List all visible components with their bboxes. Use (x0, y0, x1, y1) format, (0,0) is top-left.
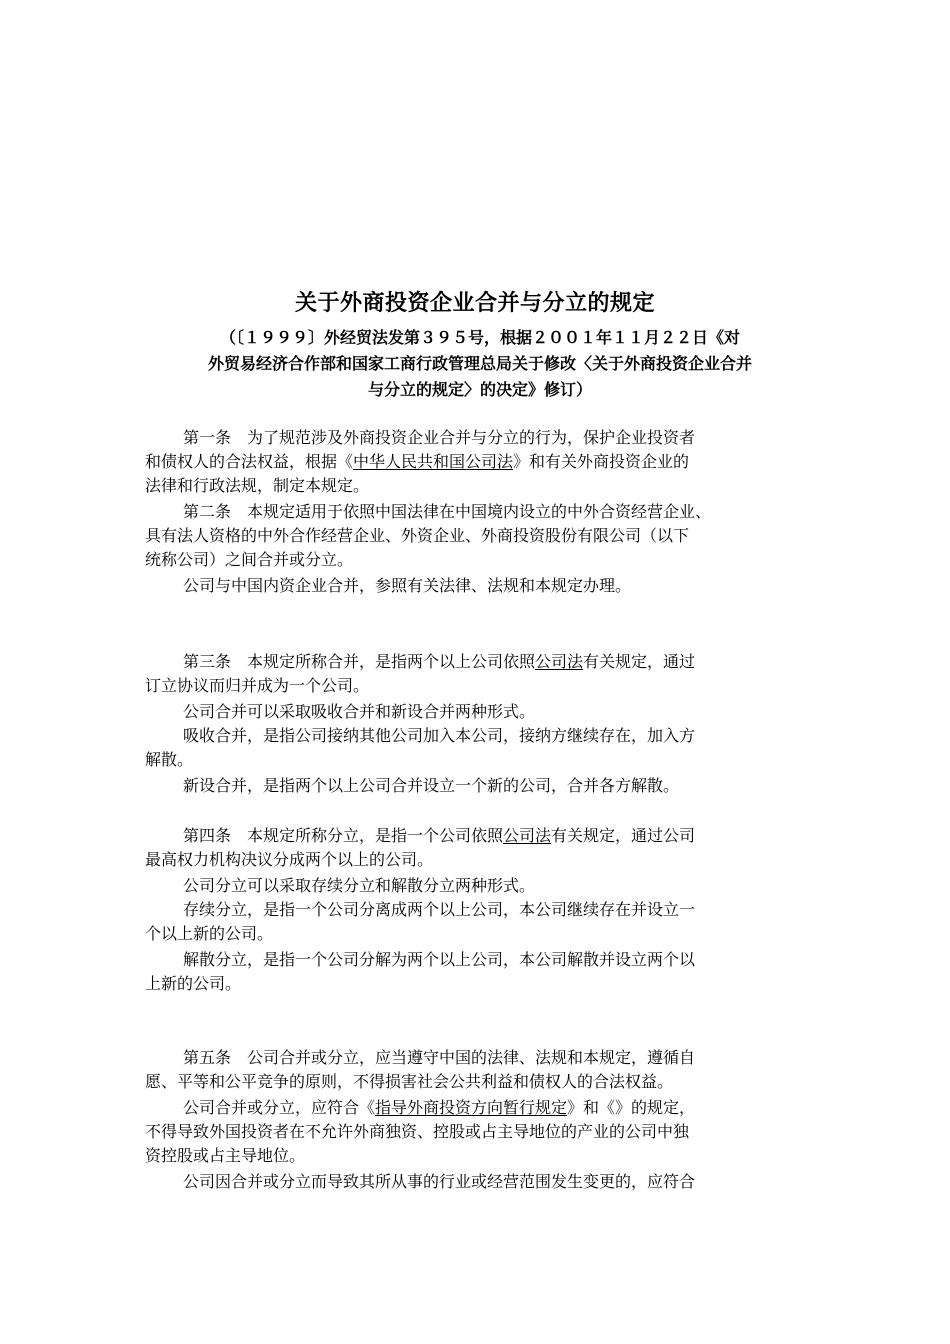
company-law-link[interactable]: 中华人民共和国公司法 (353, 452, 514, 471)
text-span: 上新的公司。 (145, 974, 242, 993)
text-span: 不得导致外国投资者在不允许外商独资、控股或占主导地位的产业的公司中独 (145, 1122, 690, 1141)
text-span: 第一条 为了规范涉及外商投资企业合并与分立的行为，保护企业投资者 (183, 428, 696, 447)
subtitle-line: （〔１９９９〕外经贸法发第３９５号，根据２００１年１１月２２日《对 (219, 328, 740, 347)
text-span: 资控股或占主导地位。 (145, 1146, 306, 1165)
article-3-line (145, 748, 193, 772)
text-span: 愿、平等和公平竞争的原则，不得损害社会公共利益和债权人的合法权益。 (145, 1072, 674, 1091)
text-span: 有关规定，通过公司 (551, 826, 696, 845)
subtitle-line: 外贸易经济合作部和国家工商行政管理总局关于修改〈关于外商投资企业合并 (207, 354, 752, 373)
text-span: 解散。 (145, 750, 194, 769)
article-3-line (183, 724, 695, 748)
article-1-line (145, 450, 689, 474)
text-span: 公司因合并或分立而导致其所从事的行业或经营范围发生变更的，应符合 (183, 1172, 696, 1191)
article-5-line (183, 1096, 695, 1120)
investment-guidance-link[interactable]: 指导外商投资方向暂行规定 (375, 1098, 568, 1117)
text-span: 法律和行政法规，制定本规定。 (145, 476, 370, 495)
text-span: 个以上新的公司。 (145, 924, 274, 943)
text-span: 有关规定，通过 (583, 652, 696, 671)
article-2-line (145, 524, 689, 548)
text-span: 具有法人资格的中外合作经营企业、外资企业、外商投资股份有限公司（以下 (145, 526, 690, 545)
text-span: 公司分立可以采取存续分立和解散分立两种形式。 (183, 876, 536, 895)
text-span: 第五条 公司合并或分立，应当遵守中国的法律、法规和本规定，遵循自 (183, 1048, 696, 1067)
text-span: 公司合并可以采取吸收合并和新设合并两种形式。 (183, 702, 536, 721)
article-4-line (145, 972, 241, 996)
text-span: 解散分立，是指一个公司分解为两个以上公司，本公司解散并设立两个以 (183, 950, 696, 969)
article-4-line (145, 922, 273, 946)
company-law-link[interactable]: 公司法 (535, 652, 584, 671)
text-span: 新设合并，是指两个以上公司合并设立一个新的公司，合并各方解散。 (183, 776, 680, 795)
text-span: 订立协议而归并成为一个公司。 (145, 676, 370, 695)
text-span: 和债权人的合法权益，根据《 (145, 452, 354, 471)
article-2-line (145, 548, 353, 572)
article-5-line (145, 1120, 689, 1144)
article-4-line (145, 848, 433, 872)
article-3-line (183, 774, 679, 798)
text-span: 》和《》的规定， (567, 1098, 696, 1117)
article-5-line (183, 1170, 695, 1194)
article-2-line (183, 574, 631, 598)
text-span: 吸收合并，是指公司接纳其他公司加入本公司，接纳方继续存在，加入方 (183, 726, 696, 745)
article-5-line (145, 1070, 673, 1094)
article-3-line (183, 700, 535, 724)
article-5-line (145, 1144, 305, 1168)
article-1-line (183, 426, 695, 450)
article-4-line (183, 824, 695, 848)
text-span: 最高权力机构决议分成两个以上的公司。 (145, 850, 434, 869)
subtitle-line: 与分立的规定〉的决定》修订） (367, 380, 592, 399)
article-4-line (183, 874, 535, 898)
text-span: 公司合并或分立，应符合《 (183, 1098, 376, 1117)
company-law-link[interactable]: 公司法 (503, 826, 552, 845)
article-4-line (183, 948, 695, 972)
document-title: 关于外商投资企业合并与分立的规定 (294, 291, 655, 316)
text-span: 统称公司）之间合并或分立。 (145, 550, 354, 569)
article-3-line (183, 650, 695, 674)
text-span: 》和有关外商投资企业的 (513, 452, 690, 471)
article-4-line (183, 898, 695, 922)
article-1-line (145, 474, 369, 498)
text-span: 第四条 本规定所称分立，是指一个公司依照 (183, 826, 504, 845)
text-span: 第二条 本规定适用于依照中国法律在中国境内设立的中外合资经营企业、 (183, 502, 712, 521)
article-5-line (183, 1046, 695, 1070)
article-2-line (183, 500, 711, 524)
article-3-line (145, 674, 369, 698)
text-span: 存续分立，是指一个公司分离成两个以上公司，本公司继续存在并设立一 (183, 900, 696, 919)
text-span: 第三条 本规定所称合并，是指两个以上公司依照 (183, 652, 536, 671)
text-span: 公司与中国内资企业合并，参照有关法律、法规和本规定办理。 (183, 576, 632, 595)
